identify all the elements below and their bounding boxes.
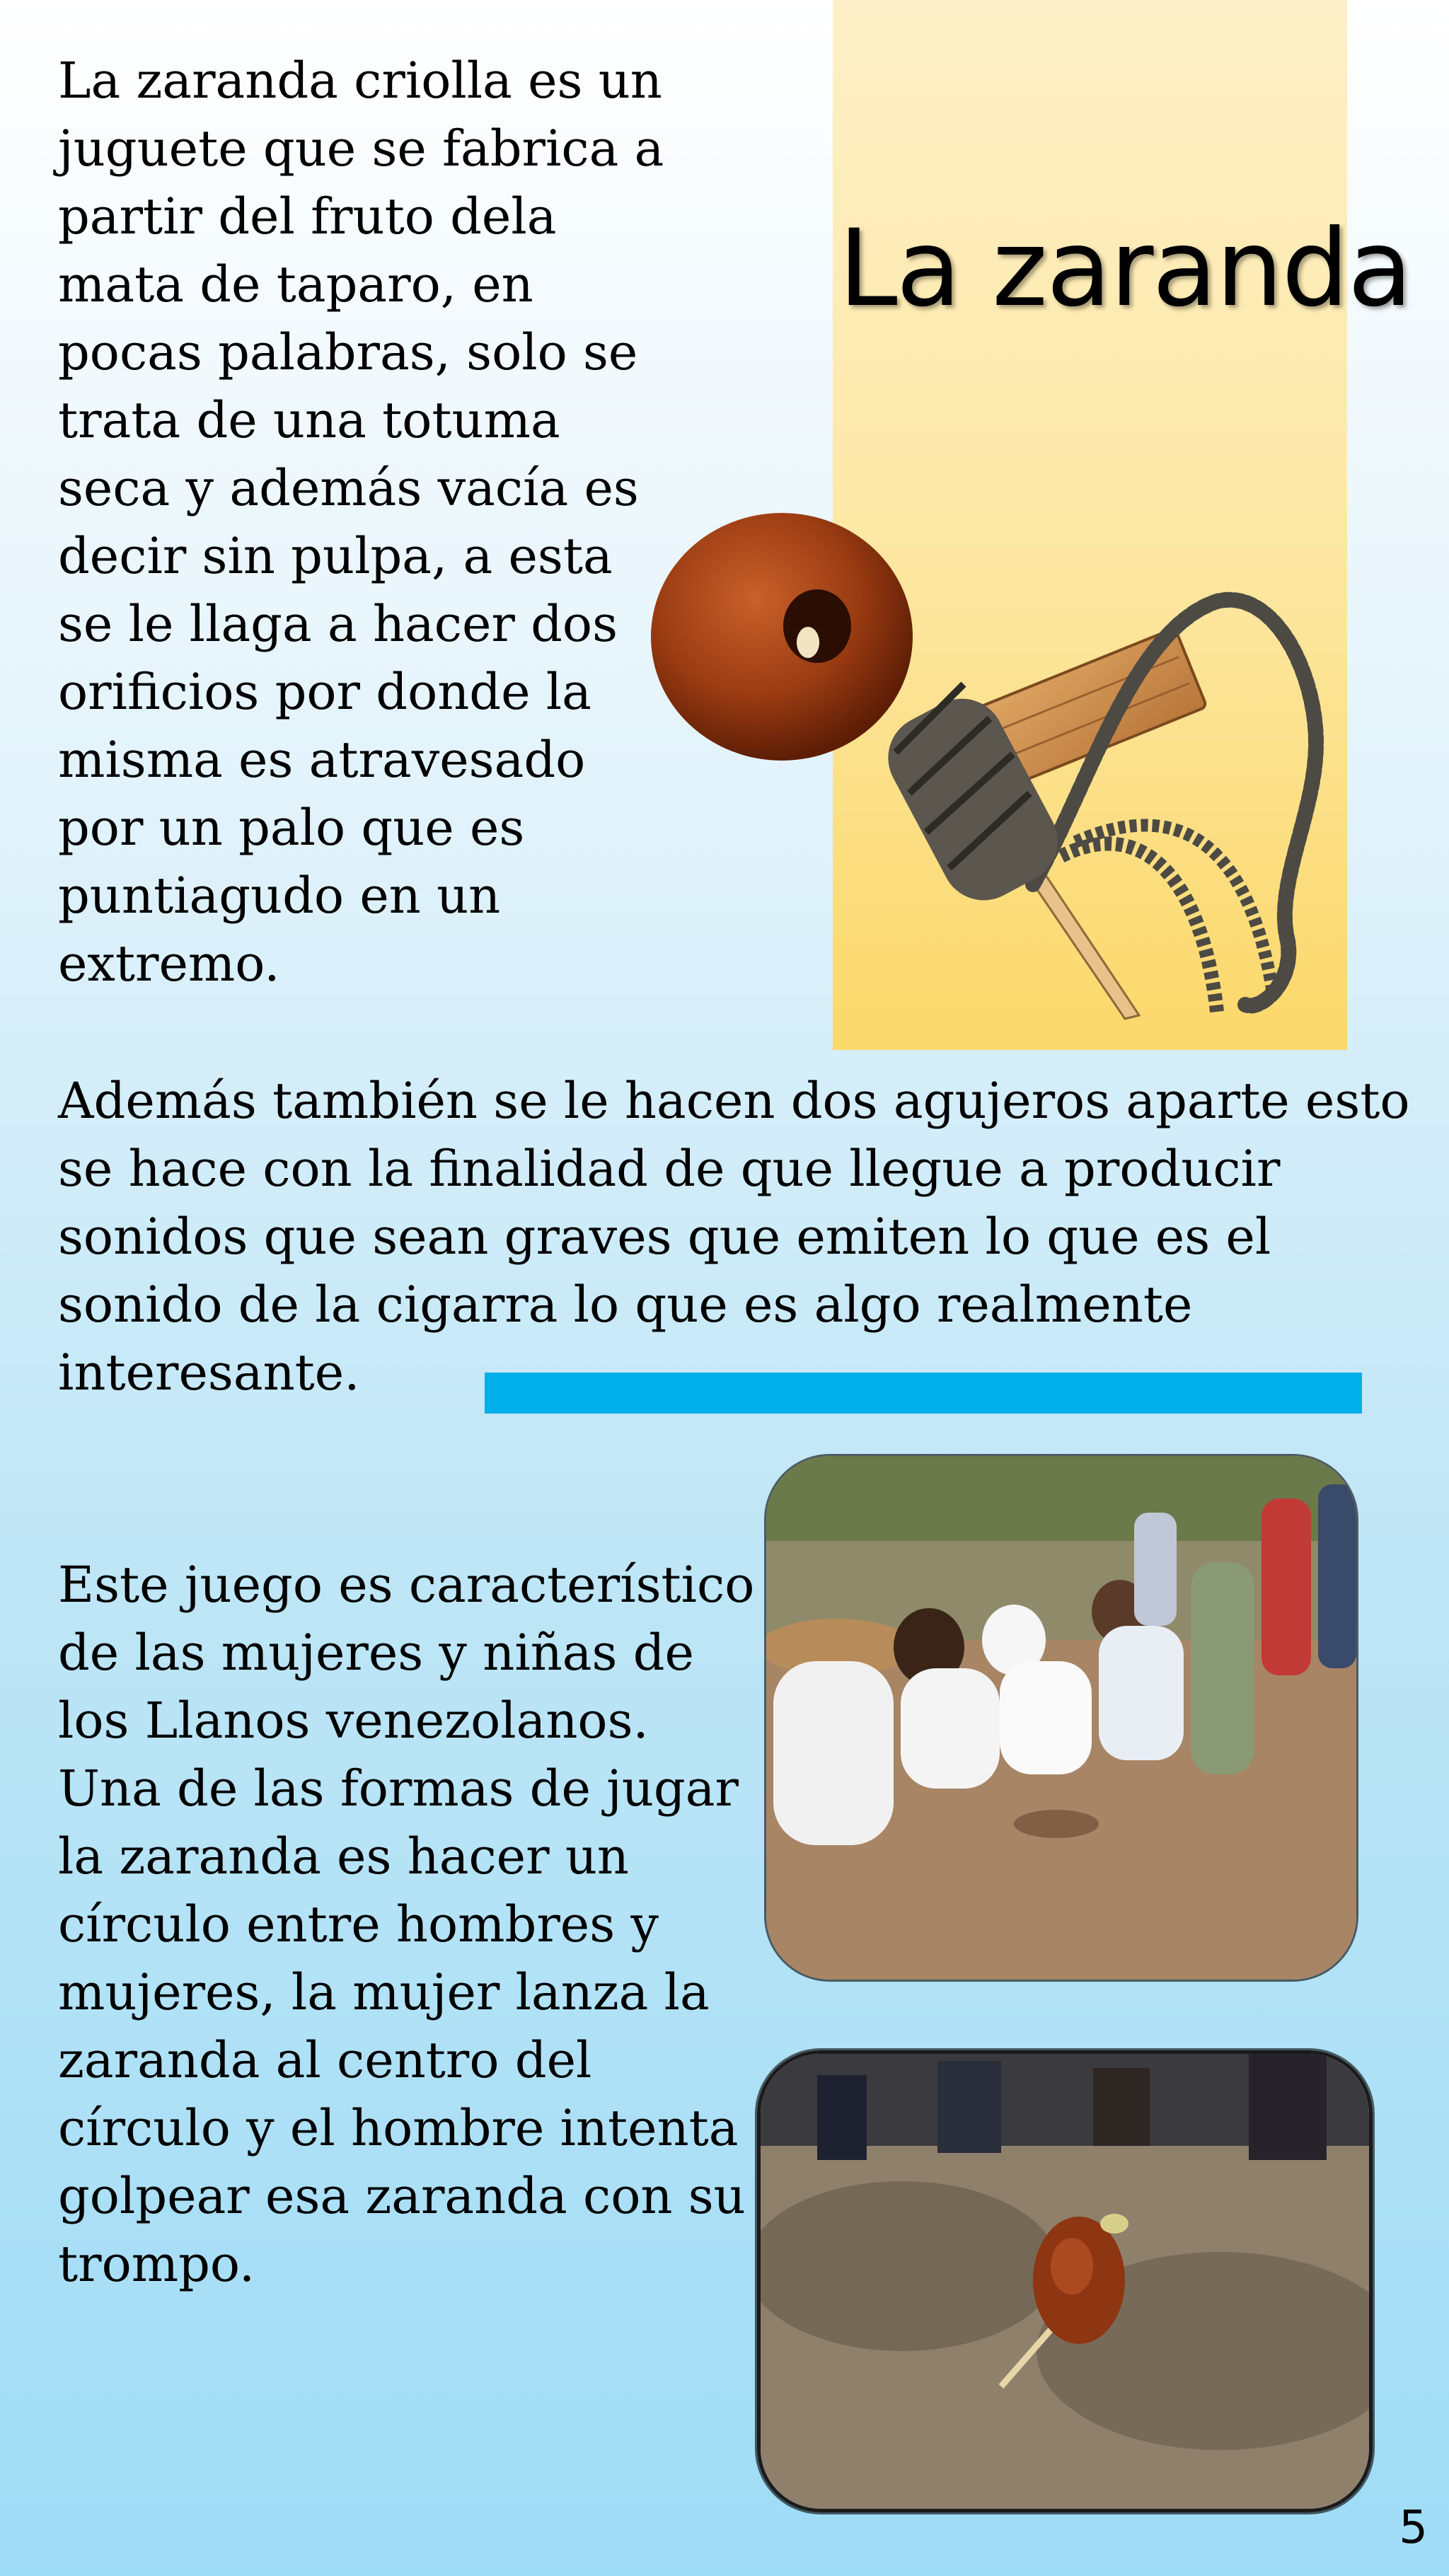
- zaranda-toy-icon: [637, 488, 1344, 1026]
- page-number: 5: [1399, 2502, 1428, 2554]
- people-playing-photo: [766, 1456, 1356, 1980]
- paragraph-sound: Además también se le hacen dos agujeros aparte esto se hace con la finalidad de que llegue a producir sonidos que sean graves que emiten lo que es el sonido de la cigarra lo que es algo realmente interesante.: [58, 1072, 1410, 1402]
- spinning-zaranda-photo: [757, 2050, 1373, 2512]
- paragraph-intro: La zaranda criolla es un juguete que se fabrica a partir del fruto dela mata de taparo, en pocas palabras, solo se trata de una totuma seca y además vacía es decir sin pulpa, a esta se le llaga a hacer dos orificios por donde la misma es atravesado por un palo que es puntiagudo en un extremo.: [58, 52, 664, 993]
- page-title: La zaranda: [838, 207, 1412, 330]
- accent-divider: [485, 1373, 1362, 1414]
- paragraph-game: Este juego es característico de las mujeres y niñas de los Llanos venezolanos. Una de las formas de jugar la zaranda es hacer un círculo entre hombres y mujeres, la mujer lanza la zaranda al centro del círculo y el hombre intenta golpear esa zaranda con su trompo.: [58, 1556, 755, 2293]
